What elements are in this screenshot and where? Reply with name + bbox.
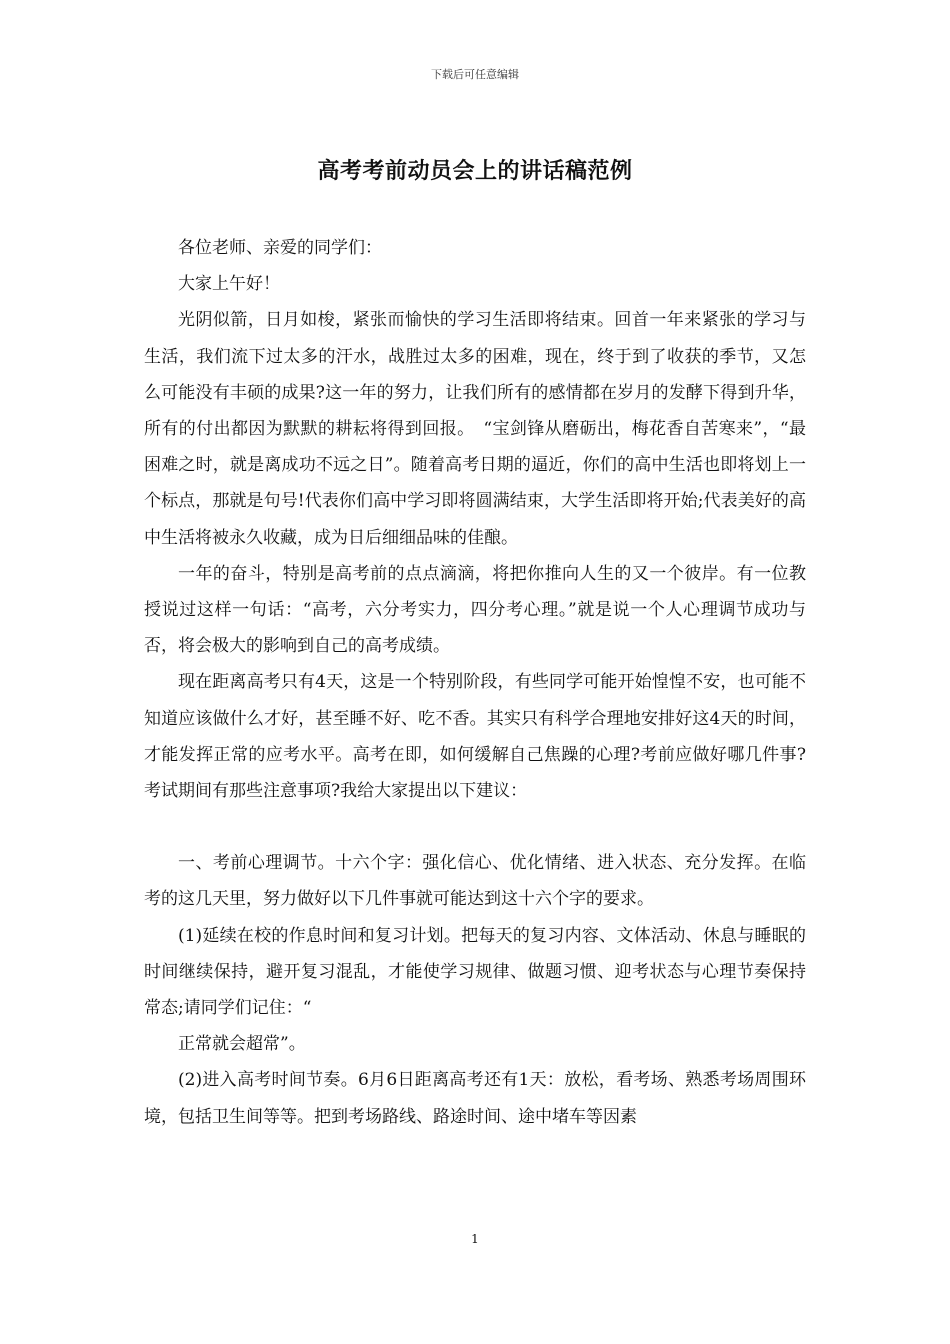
greeting-line: 各位老师、亲爱的同学们： <box>178 238 382 258</box>
paragraph-item-one-continued: 正常就会超常”。 <box>178 1034 306 1055</box>
paragraph-opening: 光阴似箭，日月如梭，紧张而愉快的学习生活即将结束。回首一年来紧张的学习与生活，我们流下过太多的汗水，战胜过太多的困难，现在，终于到了收获的季节，又怎么可能没有丰硕的成果?这一年的努力，让我们所有的感情都在岁月的发酵下得到升华，所有的付出都因为默默的耕耘将得到回报。 “宝剑锋从磨砺出，梅花香自苦寒来”，“最困难之时，就是离成功不远之日”。随着高考日期的逼近，你们的高中生活也即将划上一个标点，那就是句号!代表你们高中学习即将圆满结束，大学生活即将开始;代表美好的高中生活将被永久收藏，成为日后细细品味的佳酿。 <box>144 310 806 548</box>
page-number: 1 <box>471 1232 479 1246</box>
header-note: 下载后可任意编辑 <box>431 68 519 81</box>
document-title: 高考考前动员会上的讲话稿范例 <box>317 158 633 184</box>
paragraph-four-days: 现在距离高考只有4天，这是一个特别阶段，有些同学可能开始惶惶不安，也可能不知道应该做什么才好，甚至睡不好、吃不香。其实只有科学合理地安排好这4天的时间，才能发挥正常的应考水平。高考在即，如何缓解自己焦躁的心理?考前应做好哪几件事?考试期间有那些注意事项?我给大家提出以下建议： <box>144 672 806 802</box>
paragraph-item-one: (1)延续在校的作息时间和复习计划。把每天的复习内容、文体活动、休息与睡眠的时间继续保持，避开复习混乱，才能使学习规律、做题习惯、迎考状态与心理节奏保持常态;请同学们记住：“ <box>144 925 806 1019</box>
salutation-line: 大家上午好！ <box>178 274 280 295</box>
document-body <box>144 230 806 1135</box>
paragraph-item-two: (2)进入高考时间节奏。6月6日距离高考还有1天：放松，看考场、熟悉考场周围环境，包括卫生间等等。把到考场路线、路途时间、途中堵车等因素 <box>144 1070 806 1127</box>
paragraph-mindset: 一年的奋斗，特别是高考前的点点滴滴，将把你推向人生的又一个彼岸。有一位教授说过这样一句话：“高考，六分考实力，四分考心理。”就是说一个人心理调节成功与否，将会极大的影响到自己的高考成绩。 <box>144 563 806 657</box>
paragraph-gap <box>144 809 806 845</box>
paragraph-section-one: 一、考前心理调节。十六个字：强化信心、优化情绪、进入状态、充分发挥。在临考的这几天里，努力做好以下几件事就可能达到这十六个字的要求。 <box>144 853 806 910</box>
